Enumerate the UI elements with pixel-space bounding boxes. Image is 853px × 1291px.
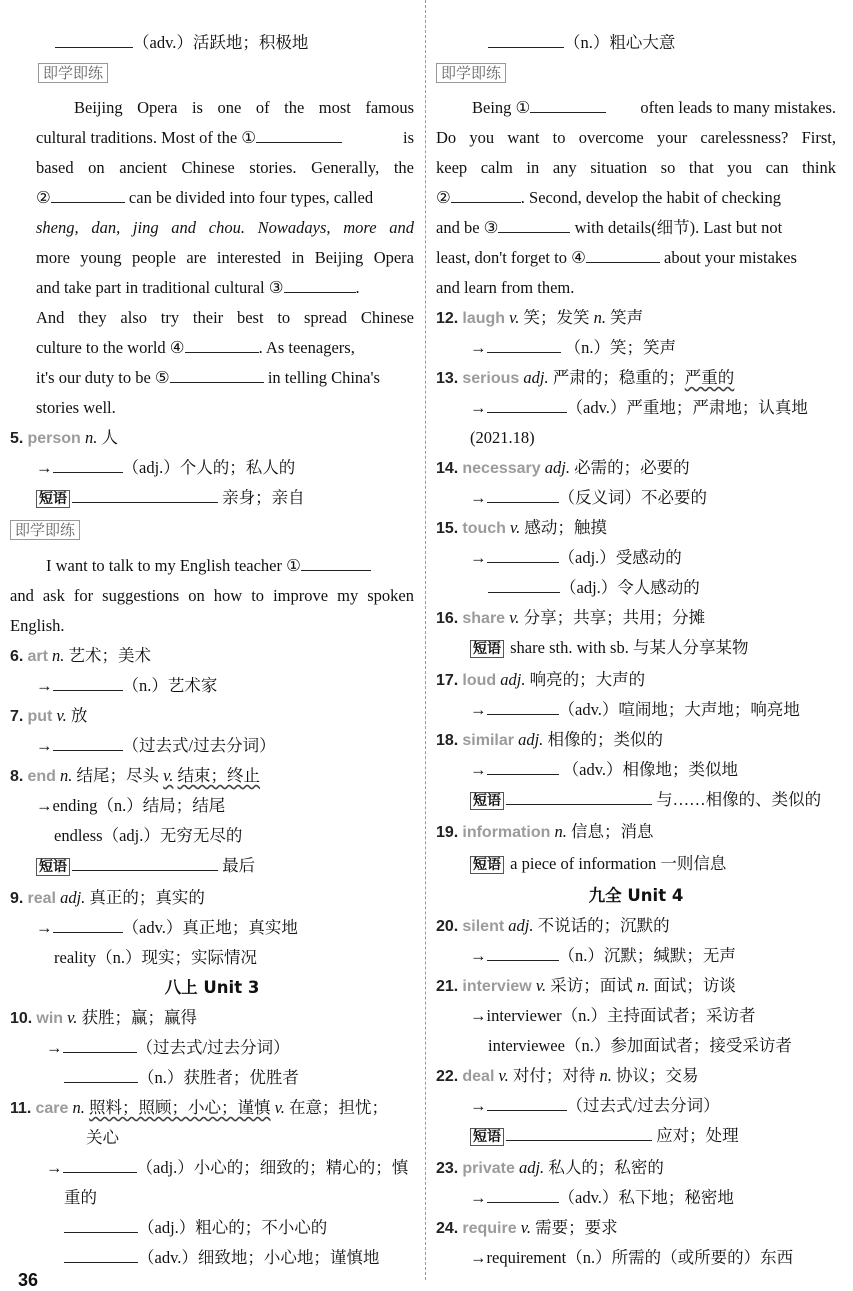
vocab-item-10: 10. win v. 获胜；赢；赢得 bbox=[10, 1008, 198, 1027]
practice-label: 即学即练 bbox=[10, 519, 80, 541]
passage-line: culture to the world ④ . As teenagers, bbox=[36, 338, 355, 357]
vocab-item-13: 13. serious adj. 严肃的；稳重的；严重的 bbox=[436, 368, 735, 387]
passage-line: ② . Second, develop the habit of checking bbox=[436, 188, 782, 207]
top-item-right: （n.）粗心大意 bbox=[488, 32, 675, 54]
vocab-derivative: （adj.）粗心的；不小心的 bbox=[64, 1217, 327, 1239]
passage-line: and learn from them. bbox=[436, 278, 575, 297]
vocab-item-23: 23. private adj. 私人的；私密的 bbox=[436, 1158, 664, 1177]
vocab-derivative: → （n.）艺术家 bbox=[36, 676, 218, 695]
phrase-line: 短语 最后 bbox=[36, 855, 255, 877]
vocab-derivative: → （过去式/过去分词） bbox=[36, 736, 276, 755]
practice-label: 即学即练 bbox=[436, 62, 506, 84]
phrase-tag: 短语 bbox=[470, 1128, 504, 1146]
passage-line: based on ancient Chinese stories. Generally, the bbox=[36, 158, 414, 177]
practice-label: 即学即练 bbox=[38, 62, 108, 84]
exam-reference: (2021.18) bbox=[470, 428, 535, 447]
vocab-derivative: → （反义词）不必要的 bbox=[470, 488, 707, 507]
vocab-derivative: →interviewer（n.）主持面试者；采访者 bbox=[470, 1006, 756, 1025]
vocab-derivative: endless（adj.）无穷无尽的 bbox=[54, 826, 243, 845]
vocab-derivative: → （adv.）真正地；真实地 bbox=[36, 918, 298, 937]
vocab-derivative: → （adj.）受感动的 bbox=[470, 548, 682, 567]
passage-line: English. bbox=[10, 616, 65, 635]
vocab-derivative: reality（n.）现实；实际情况 bbox=[54, 948, 258, 967]
vocab-derivative: → （adv.）喧闹地；大声地；响亮地 bbox=[470, 700, 800, 719]
vocab-item-5: 5. person n. 人 bbox=[10, 428, 118, 447]
vocab-meaning-cont: 关心 bbox=[86, 1128, 119, 1147]
vocab-item-7: 7. put v. 放 bbox=[10, 706, 88, 725]
vocab-derivative: （adv.）细致地；小心地；谨慎地 bbox=[64, 1247, 379, 1269]
phrase-tag: 短语 bbox=[36, 490, 70, 508]
vocab-item-21: 21. interview v. 采访；面试 n. 面试；访谈 bbox=[436, 976, 736, 995]
page-number: 36 bbox=[18, 1270, 39, 1290]
vocab-derivative: → （过去式/过去分词） bbox=[470, 1096, 720, 1115]
vocab-derivative: → （adj.）小心的；细致的；精心的；慎 bbox=[46, 1158, 409, 1177]
passage-line: least, don't forget to ④ about your mistakes bbox=[436, 248, 797, 267]
vocab-derivative: interviewee（n.）参加面试者；接受采访者 bbox=[488, 1036, 792, 1055]
phrase-tag: 短语 bbox=[36, 858, 70, 876]
phrase-line: 短语 a piece of information 一则信息 bbox=[470, 853, 726, 875]
phrase-line: 短语 应对；处理 bbox=[470, 1125, 739, 1147]
vocab-derivative: → （adv.）私下地；秘密地 bbox=[470, 1188, 734, 1207]
vocab-item-14: 14. necessary adj. 必需的；必要的 bbox=[436, 458, 690, 477]
phrase-tag: 短语 bbox=[470, 792, 504, 810]
vocab-item-20: 20. silent adj. 不说话的；沉默的 bbox=[436, 916, 670, 935]
vocab-derivative: → （adj.）个人的；私人的 bbox=[36, 458, 296, 477]
passage-line: it's our duty to be ⑤ in telling China's bbox=[36, 368, 380, 387]
vocab-derivative: （adj.）令人感动的 bbox=[488, 577, 700, 599]
passage-line: Being ① often leads to many mistakes. bbox=[472, 98, 836, 117]
passage-line: Do you want to overcome your carelessness? First, bbox=[436, 128, 836, 147]
vocab-item-24: 24. require v. 需要；要求 bbox=[436, 1218, 618, 1237]
top-item-left: （adv.）活跃地；积极地 bbox=[55, 32, 308, 54]
passage-line: and take part in traditional cultural ③ . bbox=[36, 278, 360, 297]
vocab-derivative: （n.）获胜者；优胜者 bbox=[64, 1067, 299, 1089]
vocab-derivative: → （n.）沉默；缄默；无声 bbox=[470, 946, 736, 965]
vocab-item-9: 9. real adj. 真正的；真实的 bbox=[10, 888, 205, 907]
passage-line: and be ③ with details(细节). Last but not bbox=[436, 218, 783, 237]
vocab-item-19: 19. information n. 信息；消息 bbox=[436, 822, 654, 841]
vocab-item-12: 12. laugh v. 笑；发笑 n. 笑声 bbox=[436, 308, 644, 327]
phrase-tag: 短语 bbox=[470, 856, 504, 874]
passage-line: I want to talk to my English teacher ① bbox=[46, 555, 414, 577]
vocab-item-6: 6. art n. 艺术；美术 bbox=[10, 646, 152, 665]
vocab-derivative: → （n.）笑；笑声 bbox=[470, 338, 676, 357]
phrase-line: 短语 亲身；亲自 bbox=[36, 487, 305, 509]
vocab-derivative: →ending（n.）结局；结尾 bbox=[36, 796, 226, 815]
section-title: 九全 Unit 4 bbox=[588, 886, 684, 905]
column-divider bbox=[425, 0, 426, 1280]
vocab-item-17: 17. loud adj. 响亮的；大声的 bbox=[436, 670, 646, 689]
vocab-item-8: 8. end n. 结尾；尽头 v. 结束；终止 bbox=[10, 766, 261, 785]
vocab-item-18: 18. similar adj. 相像的；类似的 bbox=[436, 730, 663, 749]
passage-line: And they also try their best to spread Chinese bbox=[36, 308, 414, 327]
passage-line: ② can be divided into four types, called bbox=[36, 188, 374, 207]
passage-line: stories well. bbox=[36, 398, 116, 417]
vocab-derivative: → （adv.）严重地；严肃地；认真地 bbox=[470, 398, 808, 417]
passage-line: sheng, dan, jing and chou. Nowadays, more and bbox=[36, 218, 414, 237]
vocab-derivative: →requirement（n.）所需的（或所要的）东西 bbox=[470, 1248, 794, 1267]
vocab-item-16: 16. share v. 分享；共享；共用；分摊 bbox=[436, 608, 706, 627]
vocab-item-15: 15. touch v. 感动；触摸 bbox=[436, 518, 607, 537]
passage-line: Beijing Opera is one of the most famous bbox=[74, 98, 414, 117]
phrase-line: 短语 与……相像的、类似的 bbox=[470, 789, 821, 811]
phrase-line: 短语 share sth. with sb. 与某人分享某物 bbox=[470, 637, 748, 659]
passage-line: keep calm in any situation so that you can think bbox=[436, 158, 836, 177]
passage-line: cultural traditions. Most of the ① is bbox=[36, 128, 414, 147]
vocab-derivative-cont: 重的 bbox=[64, 1188, 97, 1207]
vocab-item-11: 11. care n. 照料；照顾；小心；谨慎 v. 在意；担忧； bbox=[10, 1098, 389, 1117]
passage-line: and ask for suggestions on how to improve my spoken bbox=[10, 586, 414, 605]
section-title: 八上 Unit 3 bbox=[164, 978, 260, 997]
phrase-tag: 短语 bbox=[470, 640, 504, 658]
vocab-derivative: → （adv.）相像地；类似地 bbox=[470, 760, 739, 779]
vocab-item-22: 22. deal v. 对付；对待 n. 协议；交易 bbox=[436, 1066, 699, 1085]
vocab-derivative: → （过去式/过去分词） bbox=[46, 1038, 290, 1057]
passage-line: more young people are interested in Beijing Opera bbox=[36, 248, 414, 267]
